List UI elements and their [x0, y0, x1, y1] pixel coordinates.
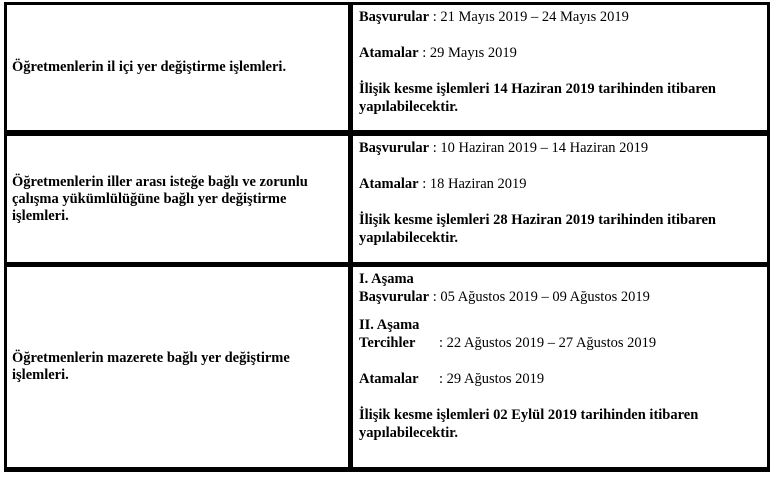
- row-3-details-cell: [353, 267, 767, 467]
- row-3-atamalar-label: Atamalar: [359, 371, 419, 387]
- row-3-basvurular-value: : 05 Ağustos 2019 – 09 Ağustos 2019: [432, 289, 650, 305]
- row-2-title: Öğretmenlerin iller arası isteğe bağlı ve zorunlu çalışma yükümlülüğüne bağlı yer değiştirme işlemleri.: [12, 173, 308, 224]
- row-2-basvurular-value: : 10 Haziran 2019 – 14 Haziran 2019: [432, 140, 649, 156]
- row-1-ilisik-text: İlişik kesme işlemleri 14 Haziran 2019 tarihinden itibaren yapılabilecektir.: [359, 81, 716, 115]
- row-3-title-cell: [7, 267, 348, 467]
- row-2-ilisik-text: İlişik kesme işlemleri 28 Haziran 2019 tarihinden itibaren yapılabilecektir.: [359, 212, 716, 246]
- row-1-basvurular-value: : 21 Mayıs 2019 – 24 Mayıs 2019: [432, 9, 629, 25]
- row-2-atamalar-label: Atamalar: [359, 176, 419, 192]
- row-2-basvurular-label: Başvurular: [359, 140, 430, 156]
- row-1-title-cell: [7, 5, 348, 130]
- row-2-details-cell: [353, 136, 767, 262]
- row-1-title: Öğretmenlerin il içi yer değiştirme işlemleri.: [12, 59, 287, 75]
- row-1-atamalar-value: : 29 Mayıs 2019: [422, 45, 517, 61]
- row-3-stage-1-label: I. Aşama: [359, 271, 414, 287]
- row-3-ilisik-text: İlişik kesme işlemleri 02 Eylül 2019 tarihinden itibaren yapılabilecektir.: [359, 407, 699, 441]
- row-3-title: Öğretmenlerin mazerete bağlı yer değiştirme işlemleri.: [12, 350, 290, 383]
- row-3-basvurular-label: Başvurular: [359, 289, 430, 305]
- row-3-atamalar-value: : 29 Ağustos 2019: [439, 371, 545, 387]
- row-3-tercihler-value: : 22 Ağustos 2019 – 27 Ağustos 2019: [439, 335, 657, 351]
- row-1-basvurular-label: Başvurular: [359, 9, 430, 25]
- schedule-table: [4, 2, 770, 472]
- row-1-atamalar-label: Atamalar: [359, 45, 419, 61]
- row-1-details-cell: [353, 5, 767, 130]
- row-2-title-cell: [7, 136, 348, 262]
- row-2-atamalar-value: : 18 Haziran 2019: [422, 176, 527, 192]
- row-3-tercihler-label: Tercihler: [359, 335, 416, 351]
- row-3-stage-2-label: II. Aşama: [359, 317, 420, 333]
